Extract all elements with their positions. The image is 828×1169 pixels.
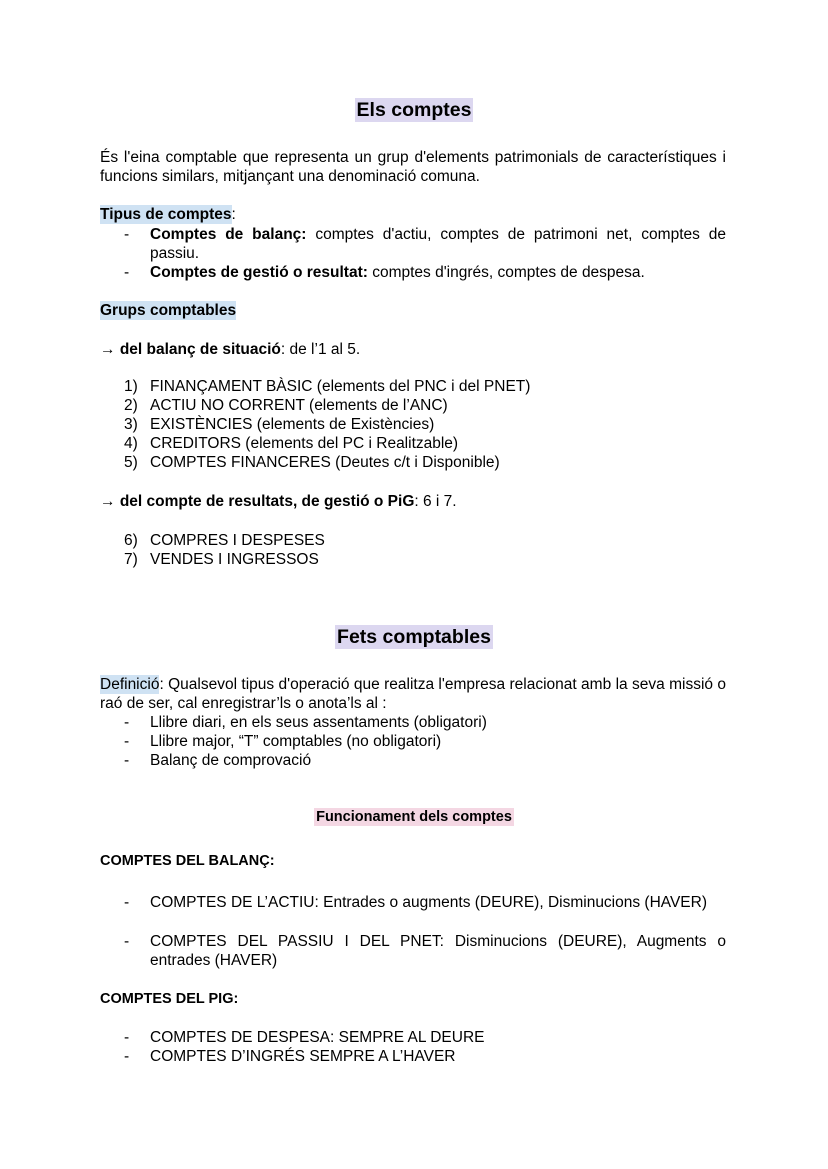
types-colon: : <box>231 206 236 223</box>
group-number: 5) <box>124 454 138 471</box>
types-heading <box>100 205 236 224</box>
list-item <box>150 225 726 263</box>
group-number: 1) <box>124 378 138 395</box>
definition-label: Definició <box>100 676 160 693</box>
group-text: ACTIU NO CORRENT (elements de l’ANC) <box>150 397 448 414</box>
list-item-text: comptes d'ingrés, comptes de despesa. <box>367 264 645 281</box>
list-item-bold: Comptes de gestió o resultat: <box>150 264 368 281</box>
balance-groups-intro <box>100 340 360 359</box>
list-item: Llibre major, “T” comptables (no obligatori) <box>150 733 442 750</box>
list-item: COMPTES DE DESPESA: SEMPRE AL DEURE <box>150 1029 485 1046</box>
groups-heading <box>100 301 236 320</box>
page-title-text: Els comptes <box>356 99 472 121</box>
group-number: 7) <box>124 551 138 568</box>
results-groups-intro <box>100 492 457 511</box>
bullet-dash: - <box>124 714 130 731</box>
results-bold: del compte de resultats, de gestió o PiG <box>119 493 415 510</box>
group-text: COMPRES I DESPESES <box>150 532 325 549</box>
bullet-dash: - <box>124 733 130 750</box>
section-title-text: Fets comptables <box>337 626 491 648</box>
balance-accounts-heading: COMPTES DEL BALANÇ: <box>100 853 275 869</box>
list-item: COMPTES DE L’ACTIU: Entrades o augments (DEURE), Disminucions (HAVER) <box>150 894 708 911</box>
bullet-dash: - <box>124 752 130 769</box>
definition-text: : Qualsevol tipus d'operació que realitza l'empresa relacionat amb la seva missió o raó de ser, cal enregistrar’ls o anota’ls al : <box>100 676 726 712</box>
group-number: 2) <box>124 397 138 414</box>
group-number: 6) <box>124 532 138 549</box>
subtitle-text: Funcionament dels comptes <box>316 809 512 825</box>
bullet-dash: - <box>124 226 130 243</box>
list-item: COMPTES D’INGRÉS SEMPRE A L’HAVER <box>150 1048 456 1065</box>
group-text: VENDES I INGRESSOS <box>150 551 319 568</box>
group-text: COMPTES FINANCERES (Deutes c/t i Disponible) <box>150 454 500 471</box>
group-number: 3) <box>124 416 138 433</box>
section-title <box>0 626 828 649</box>
group-text: FINANÇAMENT BÀSIC (elements del PNC i del PNET) <box>150 378 531 395</box>
definition-paragraph <box>100 675 726 713</box>
groups-label: Grups comptables <box>100 302 237 319</box>
list-item-text: comptes d'actiu, comptes de patrimoni net, comptes de passiu. <box>150 226 727 262</box>
arrow-icon: → <box>100 493 120 510</box>
bullet-dash: - <box>124 264 130 281</box>
results-text: : 6 i 7. <box>414 493 457 510</box>
group-text: CREDITORS (elements del PC i Realitzable) <box>150 435 459 452</box>
list-item <box>150 263 726 282</box>
group-number: 4) <box>124 435 138 452</box>
balance-text: : de l’1 al 5. <box>280 341 361 358</box>
page-title <box>0 99 828 122</box>
bullet-dash: - <box>124 894 130 911</box>
intro-paragraph: És l'eina comptable que representa un grup d'elements patrimonials de característiques i funcions similars, mitjançant una denominació comuna. <box>100 149 726 185</box>
list-item: Balanç de comprovació <box>150 752 312 769</box>
pig-accounts-heading: COMPTES DEL PIG: <box>100 991 239 1007</box>
arrow-icon: → <box>100 341 120 358</box>
list-item: COMPTES DEL PASSIU I DEL PNET: Disminucions (DEURE), Augments o entrades (HAVER) <box>150 933 726 969</box>
list-item-bold: Comptes de balanç: <box>150 226 307 243</box>
bullet-dash: - <box>124 1029 130 1046</box>
types-label: Tipus de comptes <box>100 206 232 223</box>
balance-bold: del balanç de situació <box>119 341 281 358</box>
list-item: Llibre diari, en els seus assentaments (obligatori) <box>150 714 487 731</box>
bullet-dash: - <box>124 1048 130 1065</box>
bullet-dash: - <box>124 933 130 950</box>
subtitle <box>0 807 828 827</box>
group-text: EXISTÈNCIES (elements de Existències) <box>150 416 435 433</box>
